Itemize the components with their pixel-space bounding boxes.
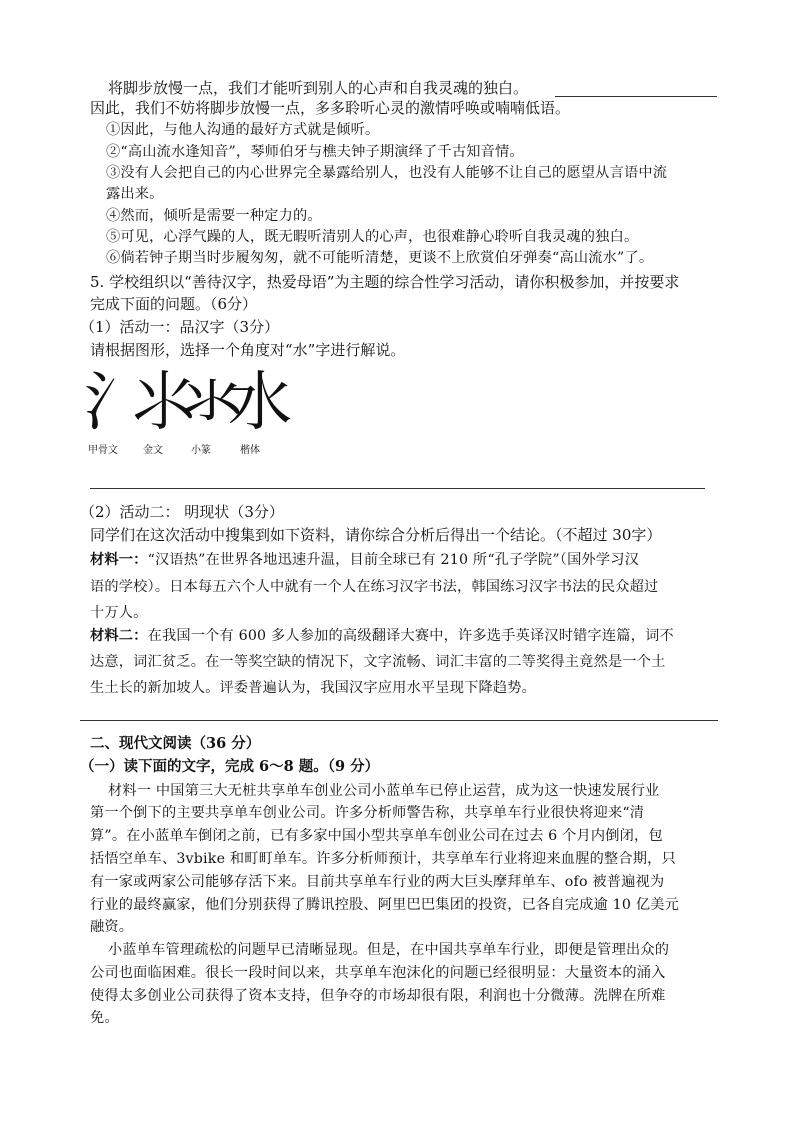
article-p2-line3: 使得太多创业公司获得了资本支持，但争夺的市场却很有限，利润也十分微薄。洗牌在所难 [90, 988, 666, 1004]
q5-activity2-prompt: 同学们在这次活动中搜集到如下资料，请你综合分析后得出一个结论。（不超过 30字） [90, 526, 662, 544]
material-2-line2: 达意，词汇贫乏。在一等奖空缺的情况下，文字流畅、词汇丰富的二等奖得主竟然是一个土 [90, 654, 666, 670]
glyph-oracle-bone: 氵 [84, 366, 148, 440]
q5-title-line1: 5. 学校组织以“善待汉字，热爱母语”为主题的综合性学习活动，请你积极参加，并按要求 [90, 273, 680, 291]
q5-activity1-title: （1）活动一：品汉字（3分） [80, 318, 280, 336]
glyph-label-regular: 楷体 [240, 445, 260, 456]
q4-option-2: ②“高山流水逢知音”，琴师伯牙与樵夫钟子期演绎了千古知音情。 [106, 144, 524, 160]
glyph-label-bronze: 金文 [143, 445, 163, 456]
material-2-line1: 材料二：在我国一个有 600 多人参加的高级翻译大赛中，许多选手英译汉时错字连篇，词不 [90, 628, 674, 644]
q5-activity2-title: （2）活动二： 明现状（3分） [80, 503, 284, 521]
q4-option-6: ⑥倘若钟子期当时步履匆匆，就不可能听清楚，更谈不上欣赏伯牙弹奏“高山流水”了。 [106, 250, 654, 266]
section2-heading: 二、现代文阅读（36 分） [90, 735, 261, 752]
material-2-line3: 生土长的新加坡人。评委普遍认为，我国汉字应用水平呈现下降趋势。 [90, 680, 537, 696]
article-p1-line4: 括悟空单车、3vbike 和町町单车。许多分析师预计，共享单车行业将迎来血腥的整合期，只 [90, 851, 676, 867]
article-p1-line2: 第一个倒下的主要共享单车创业公司。许多分析师警告称，共享单车行业很快将迎来“清 [90, 805, 645, 821]
q4-line2: 因此，我们不妨将脚步放慢一点，多多聆听心灵的激情呼唤或喃喃低语。 [90, 99, 571, 117]
q4-option-3: ③没有人会把自己的内心世界完全暴露给别人，也没有人能够不让自己的愿望从言语中流 [106, 165, 668, 181]
q4-line1: 将脚步放慢一点，我们才能听到别人的心声和自我灵魂的独白。 [108, 79, 529, 97]
article-p1-line3: 算”。在小蓝单车倒闭之前，已有多家中国小型共享单车创业公司在过去 6 个月内倒闭，包 [90, 828, 663, 844]
q5-activity1-answer-line[interactable] [90, 488, 705, 489]
article-p2-line1: 小蓝单车管理疏松的问题早已清晰显现。但是，在中国共享单车行业，即便是管理出众的 [108, 942, 670, 958]
q5-activity2-answer-line[interactable] [80, 720, 718, 721]
article-p1-line7: 融资。 [90, 919, 134, 935]
glyph-label-small-seal: 小篆 [191, 445, 211, 456]
q5-title-line2: 完成下面的问题。（6分） [90, 295, 258, 313]
material-1-line3: 十万人。 [90, 605, 148, 621]
q4-option-3-cont: 露出来。 [106, 186, 164, 202]
glyph-bronze: ⺢ [132, 366, 196, 440]
q4-option-5: ⑤可见，心浮气躁的人，既无暇听清别人的心声，也很难静心聆听自我灵魂的独白。 [106, 229, 639, 245]
q4-option-4: ④然而，倾听是需要一种定力的。 [106, 208, 322, 224]
material-1-line2: 语的学校）。日本每五六个人中就有一个人在练习汉字书法，韩国练习汉字书法的民众超过 [90, 579, 659, 595]
glyph-small-seal: 氺 [180, 366, 244, 440]
material-2-label: 材料二： [90, 628, 148, 644]
section2-subheading: （一）读下面的文字，完成 6～8 题。（9 分） [80, 758, 380, 775]
article-p1-line5: 有一家或两家公司能够存活下来。目前共享单车行业的两大巨头摩拜单车、ofo 被普遍视为 [90, 874, 665, 890]
article-p2-line2: 公司也面临困难。很长一段时间以来，共享单车泡沫化的问题已经很明显：大量资本的涌入 [90, 965, 666, 981]
q5-activity1-prompt: 请根据图形，选择一个角度对“水”字进行解说。 [90, 341, 406, 359]
article-p1-line6: 行业的最终赢家，他们分别获得了腾讯控股、阿里巴巴集团的投资，已各自完成逾 10 亿美元 [90, 897, 679, 913]
material-1-label: 材料一： [90, 552, 148, 568]
material-1-line1: 材料一：“汉语热”在世界各地迅速升温，目前全球已有 210 所“孔子学院”（国外学习汉 [90, 552, 640, 568]
q4-option-1: ①因此，与他人沟通的最好方式就是倾听。 [106, 122, 380, 138]
article-p1-line1: 材料一 中国第三大无桩共享单车创业公司小蓝单车已停止运营，成为这一快速发展行业 [108, 783, 660, 799]
glyph-regular: 水 [228, 366, 292, 440]
q4-answer-blank[interactable] [555, 96, 717, 97]
article-p2-line4: 免。 [90, 1010, 119, 1026]
glyph-label-oracle-bone: 甲骨文 [88, 445, 118, 456]
